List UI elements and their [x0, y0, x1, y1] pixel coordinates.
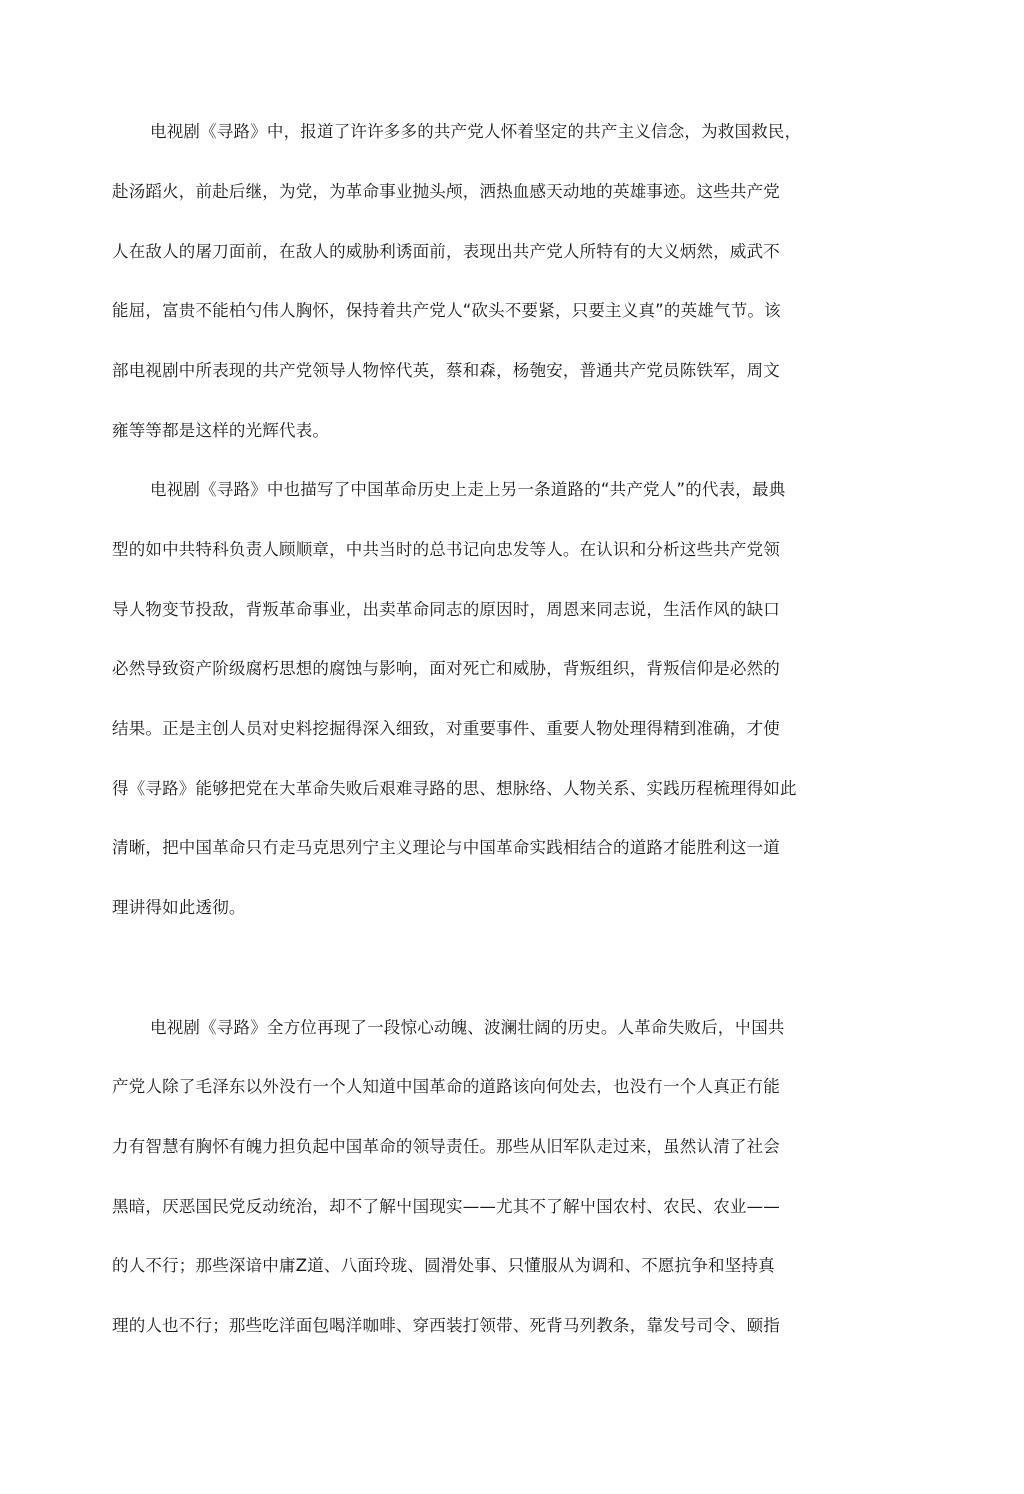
paragraph-1-line-1: 电视剧《寻路》中，报道了许许多多的共产党人怀着坚定的共产主义信念，为救国救民， — [150, 122, 802, 141]
paragraph-3-line-2: 产党人除了毛泽东以外没冇一个人知道中国革命的道路该向何处去，也没冇一个人真正冇能 — [112, 1077, 780, 1096]
paragraph-2-line-5: 结果。正是主创人员对史料挖掘得深入细致，对重要事件、重要人物处理得精到准确，才使 — [112, 719, 780, 738]
paragraph-2-line-8: 理讲得如此透彻。 — [112, 898, 246, 917]
paragraph-2-line-2: 型的如中共特科负责人顾顺章，中共当时的总书记向忠发等人。在认识和分析这些共产党领 — [112, 540, 780, 559]
paragraph-2-line-3: 导人物变节投敌，背叛革命事业，出卖革命同志的原因时，周恩来同志说，生活作风的缺口 — [112, 600, 780, 619]
paragraph-1-line-5: 部电视剧中所表现的共产党领导人物悴代英，蔡和森，杨匏安，普通共产党员陈铁军，周文 — [112, 361, 780, 380]
paragraph-2-line-4: 必然导致资产阶级腐朽思想的腐蚀与影响，面对死亡和威胁，背叛组织，背叛信仰是必然的 — [112, 659, 780, 678]
paragraph-3-line-1: 电视剧《寻路》全方位再现了一段惊心动魄、波澜壮阔的历史。人革命失败后，屮国共 — [150, 1018, 785, 1037]
paragraph-2-line-6: 得《寻路》能够把党在大革命失败后艰难寻路的思、想脉络、人物关系、实践历程梳理得如此 — [112, 779, 797, 798]
paragraph-3-line-6: 理的人也不行；那些吃洋面包喝洋咖啡、穿西装打领带、死背马列教条，靠发号司令、颐指 — [112, 1316, 780, 1335]
paragraph-1-line-4: 能屈，富贵不能柏勺伟人胸怀，保持着共产党人“砍头不要紧，只要主义真”的英雄气节。该 — [112, 301, 781, 320]
paragraph-1-line-2: 赴汤蹈火，前赴后继，为党，为革命事业抛头颅，洒热血感天动地的英雄事迹。这些共产党 — [112, 182, 780, 201]
paragraph-1-line-6: 雍等等都是这样的光辉代表。 — [112, 421, 330, 440]
paragraph-2-line-7: 清晰，把中国革命只冇走马克思列宁主义理论与中国革命实践相结合的道路才能胜利这一道 — [112, 838, 780, 857]
paragraph-3-line-4: 黑暗，厌恶国民党反动统治，却不了解屮国现实——尤其不了解屮国农村、农民、农业—— — [112, 1197, 780, 1216]
paragraph-2-line-1: 电视剧《寻路》中也描写了中国革命历史上走上另一条道路的“共产党人”的代表，最典 — [150, 480, 786, 499]
paragraph-3-line-5: 的人不行；那些深谙中庸Z道、八面玲珑、圆滑处事、只懂服从为调和、不愿抗争和坚持真 — [112, 1256, 775, 1275]
paragraph-1-line-3: 人在敌人的屠刀面前，在敌人的威胁利诱面前，表现出共产党人所特有的大义炳然，威武不 — [112, 242, 780, 261]
paragraph-3-line-3: 力有智慧有胸怀有魄力担负起中国革命的领导责任。那些从旧军队走过来，虽然认清了社会 — [112, 1137, 780, 1156]
